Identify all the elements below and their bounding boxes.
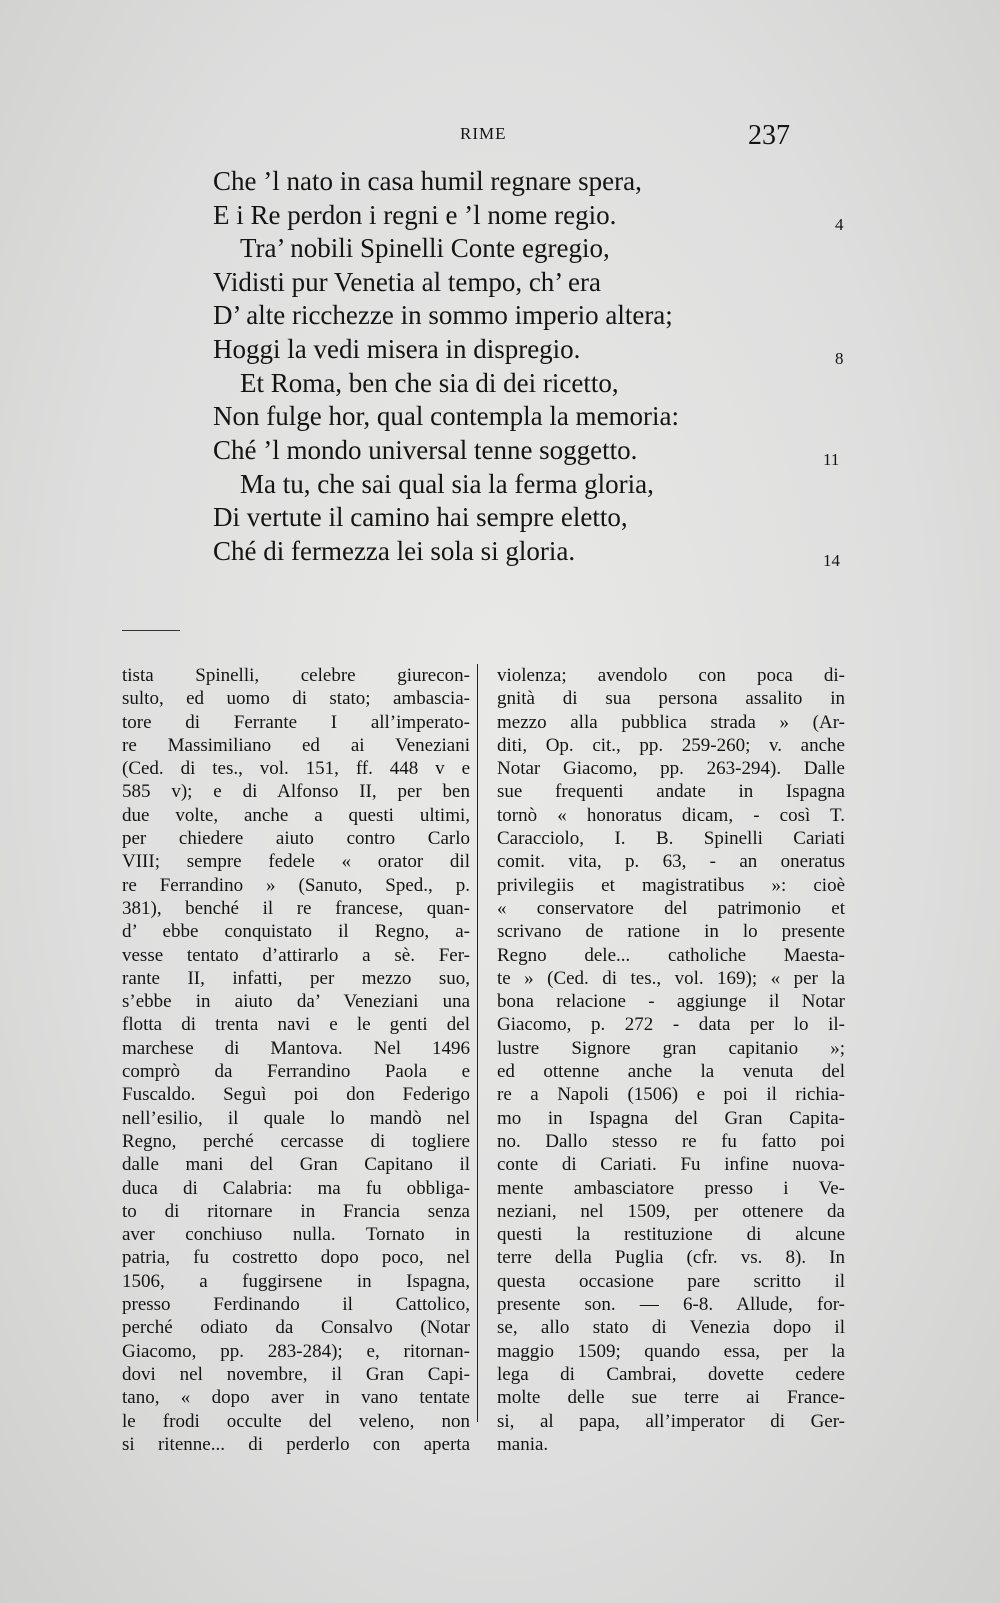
running-header: RIME <box>460 124 507 143</box>
footnote-line: questi la restituzione di alcune <box>497 1224 845 1246</box>
line-number: 8 <box>835 349 844 368</box>
footnote-line: Giacomo, pp. 283-284); e, ritornan- <box>122 1340 470 1362</box>
verse-line: Ché ’l mondo universal tenne soggetto. <box>213 435 638 465</box>
footnote-line: diti, Op. cit., pp. 259-260; v. anche <box>497 734 845 756</box>
verse-line: Hoggi la vedi misera in dispregio. <box>213 334 581 364</box>
verse-line: Che ’l nato in casa humil regnare spera, <box>213 166 642 196</box>
footnote-line: (Ced. di tes., vol. 151, ff. 448 v e <box>122 758 470 780</box>
footnote-rule <box>122 630 180 631</box>
footnote-line: maggio 1509; quando essa, per la <box>497 1340 845 1362</box>
footnote-line: tore di Ferrante I all’imperato- <box>122 711 470 733</box>
footnote-line: gnità di sua persona assalito in <box>497 688 845 710</box>
footnote-line: mo in Ispagna del Gran Capita- <box>497 1107 845 1129</box>
footnote-line: lustre Signore gran capitanio »; <box>497 1037 845 1059</box>
verse-line: Ché di fermezza lei sola si gloria. <box>213 536 576 566</box>
footnote-line: sue frequenti andate in Ispagna <box>497 781 845 803</box>
footnote-line: to di ritornare in Francia senza <box>122 1200 470 1222</box>
footnote-line: 381), benché il re francese, quan- <box>122 897 470 919</box>
footnote-line: presente son. — 6-8. Allude, for- <box>497 1294 845 1316</box>
footnote-line: tista Spinelli, celebre giurecon- <box>122 665 470 686</box>
footnote-line: aver conchiuso nulla. Tornato in <box>122 1224 470 1246</box>
footnote-line: dalle mani del Gran Capitano il <box>122 1154 470 1176</box>
verse-line: Non fulge hor, qual contempla la memoria: <box>213 401 680 431</box>
footnote-line: molte delle sue terre ai France- <box>497 1387 845 1409</box>
footnote-line: Giacomo, p. 272 - data per lo il- <box>497 1014 845 1036</box>
footnote-line: si ritenne... di perderlo con aperta <box>122 1433 470 1455</box>
footnote-line: te » (Ced. di tes., vol. 169); « per la <box>497 967 845 989</box>
column-divider <box>477 664 478 1422</box>
footnote-line: terre della Puglia (cfr. vs. 8). In <box>497 1247 845 1269</box>
footnote-column-right <box>497 664 845 1456</box>
footnote-line: bona relacione - aggiunge il Notar <box>497 991 845 1013</box>
footnote-line: ed ottenne anche la venuta del <box>497 1061 845 1083</box>
footnote-line: comit. vita, p. 63, - an oneratus <box>497 851 845 873</box>
footnote-line: perché odiato da Consalvo (Notar <box>122 1317 470 1339</box>
footnote-line: scrivano de ratione in lo presente <box>497 921 845 943</box>
footnote-line: no. Dallo stesso re fu fatto poi <box>497 1130 845 1152</box>
footnote-line: d’ ebbe conquistato il Regno, a- <box>122 921 470 943</box>
footnote-line: privilegiis et magistratibus »: cioè <box>497 874 845 896</box>
footnote-line: per chiedere aiuto contro Carlo <box>122 828 470 850</box>
footnote-line: le frodi occulte del veleno, non <box>122 1410 470 1432</box>
footnote-column-left <box>122 664 470 1456</box>
footnote-line: conte di Cariati. Fu infine nuova- <box>497 1154 845 1176</box>
footnote-line: duca di Calabria: ma fu obbliga- <box>122 1177 470 1199</box>
footnote-line: mania. <box>497 1433 549 1455</box>
footnote-line: re Ferrandino » (Sanuto, Sped., p. <box>122 874 470 896</box>
line-number: 11 <box>823 450 840 469</box>
footnote-line: Notar Giacomo, pp. 263-294). Dalle <box>497 758 845 780</box>
footnote-line: presso Ferdinando il Cattolico, <box>122 1294 470 1316</box>
footnote-line: se, allo stato di Venezia dopo il <box>497 1317 845 1339</box>
footnote-line: 1506, a fuggirsene in Ispagna, <box>122 1270 470 1292</box>
footnote-line: neziani, nel 1509, per ottenere da <box>497 1200 845 1222</box>
footnote-line: si, al papa, all’imperator di Ger- <box>497 1410 845 1432</box>
footnote-line: questa occasione pare scritto il <box>497 1270 845 1292</box>
verse-line: Di vertute il camino hai sempre eletto, <box>213 502 628 532</box>
footnote-line: violenza; avendolo con poca di- <box>497 665 845 686</box>
footnote-line: mente ambasciatore presso i Ve- <box>497 1177 845 1199</box>
footnote-line: tornò « honoratus dicam, - così T. <box>497 804 845 826</box>
footnote-line: re a Napoli (1506) e poi il richia- <box>497 1084 845 1106</box>
verse-line: E i Re perdon i regni e ’l nome regio. <box>213 200 617 230</box>
footnote-line: « conservatore del patrimonio et <box>497 897 845 919</box>
footnote-line: due volte, anche a questi ultimi, <box>122 804 470 826</box>
footnote-line: Fuscaldo. Seguì poi don Federigo <box>122 1084 470 1106</box>
verse-line: Ma tu, che sai qual sia la ferma gloria, <box>240 469 654 499</box>
footnote-line: mezzo alla pubblica strada » (Ar- <box>497 711 845 733</box>
footnote-line: patria, fu costretto dopo poco, nel <box>122 1247 470 1269</box>
footnote-line: comprò da Ferrandino Paola e <box>122 1061 470 1083</box>
footnote-line: marchese di Mantova. Nel 1496 <box>122 1037 470 1059</box>
verse-line: Et Roma, ben che sia di dei ricetto, <box>240 368 619 398</box>
verse-line: Tra’ nobili Spinelli Conte egregio, <box>240 233 610 263</box>
verse-line: Vidisti pur Venetia al tempo, ch’ era <box>213 267 602 297</box>
footnote-line: re Massimiliano ed ai Veneziani <box>122 734 470 756</box>
verse-line: D’ alte ricchezze in sommo imperio altera; <box>213 300 673 330</box>
footnote-line: Caracciolo, I. B. Spinelli Cariati <box>497 828 845 850</box>
footnote-line: vesse tentato d’attirarlo a sè. Fer- <box>122 944 470 966</box>
footnote-line: s’ebbe in aiuto da’ Veneziani una <box>122 991 470 1013</box>
footnote-line: tano, « dopo aver in vano tentate <box>122 1387 470 1409</box>
footnote-line: dovi nel novembre, il Gran Capi- <box>122 1363 470 1385</box>
line-number: 4 <box>835 215 844 234</box>
footnote-line: sulto, ed uomo di stato; ambascia- <box>122 688 470 710</box>
footnote-line: lega di Cambrai, dovette cedere <box>497 1363 845 1385</box>
page-number: 237 <box>748 120 790 151</box>
line-number: 14 <box>823 551 840 570</box>
footnote-line: nell’esilio, il quale lo mandò nel <box>122 1107 470 1129</box>
footnote-line: VIII; sempre fedele « orator dil <box>122 851 470 873</box>
footnote-line: flotta di trenta navi e le genti del <box>122 1014 470 1036</box>
footnote-line: Regno dele... catholiche Maesta- <box>497 944 845 966</box>
footnote-line: 585 v); e di Alfonso II, per ben <box>122 781 470 803</box>
footnote-line: Regno, perché cercasse di togliere <box>122 1130 470 1152</box>
footnote-line: rante II, infatti, per mezzo suo, <box>122 967 470 989</box>
